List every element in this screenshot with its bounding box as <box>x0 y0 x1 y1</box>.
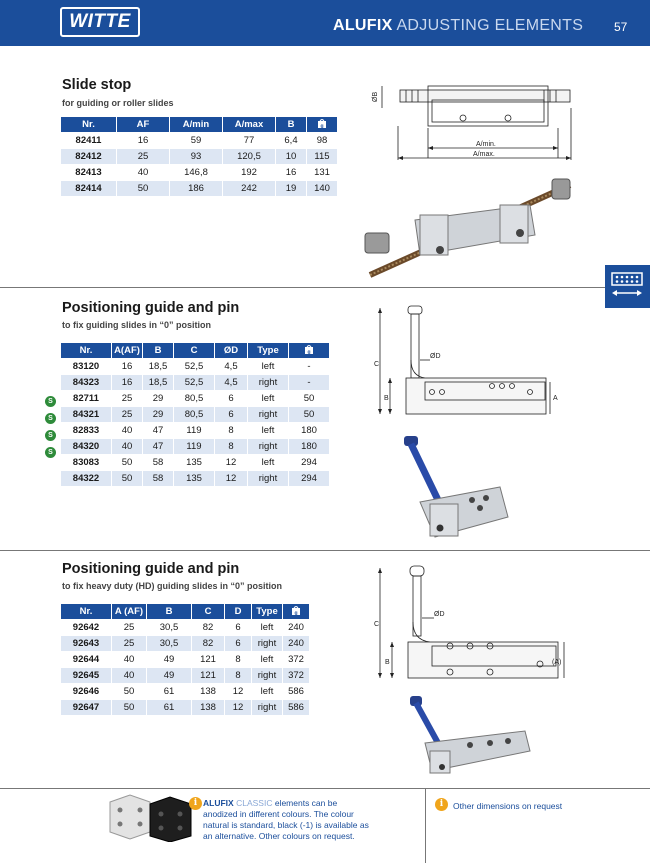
table-cell: left <box>260 622 274 633</box>
table-cell: 240 <box>288 622 304 633</box>
drawing2-label-c: C <box>374 361 380 368</box>
table-cell: 121 <box>200 654 216 665</box>
table-cell: 586 <box>288 686 304 697</box>
table-cell: 40 <box>121 425 133 436</box>
table-cell: 16 <box>121 361 133 372</box>
table-cell: 25 <box>117 149 169 164</box>
table-cell: 16 <box>285 167 297 178</box>
table-cell: 61 <box>147 700 191 715</box>
table-cell: 4,5 <box>215 375 247 390</box>
cubes-photo <box>105 792 195 842</box>
column-header: C <box>192 604 224 619</box>
table-cell: 8 <box>215 439 247 454</box>
table-row <box>61 165 337 180</box>
table-cell: 77 <box>243 135 255 146</box>
footer-divider <box>425 788 426 863</box>
table-cell: 50 <box>112 471 142 486</box>
table-cell: 50 <box>289 407 329 422</box>
table-cell: 82413 <box>75 167 102 178</box>
table-cell: 92646 <box>72 686 100 697</box>
table-cell: 192 <box>241 167 257 178</box>
table-cell: 25 <box>112 636 146 651</box>
table-row <box>61 439 329 454</box>
table-cell: 120,5 <box>223 149 275 164</box>
table-cell: 98 <box>316 135 328 146</box>
hd-positioning-guide-photo <box>400 693 535 783</box>
section-3-subtitle: to fix heavy duty (HD) guiding slides in “0” position <box>62 581 283 591</box>
table-cell: - <box>307 361 311 372</box>
table-cell: 242 <box>223 181 275 196</box>
availability-badge: S <box>45 447 56 458</box>
column-header: Type <box>248 343 288 358</box>
table-cell: 10 <box>276 149 306 164</box>
table-cell: left <box>260 686 274 697</box>
slide-stop-photo <box>360 175 580 285</box>
table-cell: 92642 <box>72 622 100 633</box>
table-cell: 131 <box>314 167 330 178</box>
table-cell: right <box>248 439 288 454</box>
slide-stop-table <box>60 116 338 197</box>
table-cell: 80,5 <box>184 393 204 404</box>
column-header: A (AF) <box>112 604 146 619</box>
table-cell: 49 <box>163 654 175 665</box>
table-cell: 84320 <box>61 439 111 454</box>
column-header: Nr. <box>61 604 111 619</box>
table-cell: 82411 <box>75 135 102 146</box>
table-cell: 294 <box>301 457 317 468</box>
drawing2-label-a: A <box>553 395 558 402</box>
drawing1-label-b: ØB <box>372 91 379 102</box>
availability-badge: S <box>45 430 56 441</box>
table-cell: 135 <box>174 471 214 486</box>
svg-text:g: g <box>320 122 324 129</box>
table-cell: 50 <box>123 686 135 697</box>
table-row <box>61 668 309 683</box>
table-cell: 58 <box>152 457 164 468</box>
dimensions-note: Other dimensions on request <box>453 801 563 811</box>
drawing3-label-c: C <box>374 621 380 628</box>
table-cell: 40 <box>137 167 149 178</box>
section-separator-1 <box>0 287 605 288</box>
grid-plate-icon <box>605 265 650 308</box>
table-cell: 6 <box>228 393 234 404</box>
table-row <box>61 133 337 148</box>
table-cell: 52,5 <box>184 361 204 372</box>
table-cell: left <box>260 654 274 665</box>
catalog-title-rest: ADJUSTING ELEMENTS <box>396 17 584 34</box>
column-header: A/max <box>223 117 275 132</box>
witte-logo: WITTE <box>60 7 140 37</box>
table-cell: 4,5 <box>224 361 238 372</box>
table-cell: 92644 <box>72 654 100 665</box>
column-header: A(AF) <box>112 343 142 358</box>
table-cell: right <box>248 375 288 390</box>
table-cell: 92645 <box>61 668 111 683</box>
table-cell: 82833 <box>72 425 100 436</box>
table-cell: 49 <box>147 668 191 683</box>
table-cell: 121 <box>192 668 224 683</box>
drawing1-label-amin: A/min. <box>476 141 496 148</box>
table-cell: 6 <box>215 407 247 422</box>
table-cell: 180 <box>289 439 329 454</box>
table-cell: 6 <box>235 622 241 633</box>
column-header: B <box>276 117 306 132</box>
table-row <box>61 407 329 422</box>
table-row <box>61 181 337 196</box>
section-2-subtitle: to fix guiding slides in “0” position <box>62 320 212 330</box>
column-header: Nr. <box>61 343 111 358</box>
info-icon: i <box>189 797 202 810</box>
table-cell: 6,4 <box>284 135 298 146</box>
table-cell: 8 <box>225 668 251 683</box>
table-cell: 8 <box>235 654 241 665</box>
table-cell: 82412 <box>61 149 116 164</box>
table-row <box>61 636 309 651</box>
table-cell: 140 <box>307 181 337 196</box>
table-cell: 586 <box>283 700 309 715</box>
table-cell: 138 <box>200 686 216 697</box>
table-cell: 25 <box>121 393 133 404</box>
table-cell: 58 <box>143 471 173 486</box>
table-cell: right <box>252 700 282 715</box>
table-cell: 84323 <box>61 375 111 390</box>
column-header: Type <box>252 604 282 619</box>
table-cell: 186 <box>170 181 222 196</box>
drawing2-label-d: ØD <box>430 353 441 360</box>
table-cell: 119 <box>174 439 214 454</box>
drawing3-label-d: ØD <box>434 611 445 618</box>
catalog-title-brand: ALUFIX <box>333 17 393 34</box>
weight-icon <box>291 605 301 616</box>
table-cell: 30,5 <box>159 622 179 633</box>
positioning-guide-drawing <box>370 300 560 430</box>
table-cell: right <box>252 668 282 683</box>
section-2-title: Positioning guide and pin <box>62 300 240 316</box>
catalog-title <box>333 17 583 35</box>
table-cell: 47 <box>143 439 173 454</box>
table-cell: right <box>252 636 282 651</box>
table-cell: 40 <box>112 668 146 683</box>
svg-text:g: g <box>294 609 298 616</box>
table-cell: 47 <box>152 425 164 436</box>
availability-badge: S <box>45 413 56 424</box>
section-1-subtitle: for guiding or roller slides <box>62 98 174 108</box>
table-cell: 84321 <box>61 407 111 422</box>
table-cell: 12 <box>232 686 244 697</box>
table-cell: - <box>289 375 329 390</box>
table-cell: 19 <box>276 181 306 196</box>
footer-separator <box>0 788 650 789</box>
table-cell: 119 <box>186 425 202 436</box>
hd-positioning-guide-table <box>60 603 310 716</box>
column-header: A/min <box>170 117 222 132</box>
table-cell: 146,8 <box>184 167 208 178</box>
table-row <box>61 359 329 374</box>
table-cell: 8 <box>228 425 234 436</box>
table-cell: 16 <box>137 135 149 146</box>
table-row <box>61 620 309 635</box>
side-tab[interactable] <box>605 265 650 308</box>
weight-icon <box>317 118 327 129</box>
drawing1-label-amax: A/max. <box>473 151 495 158</box>
column-header: B <box>143 343 173 358</box>
table-cell: right <box>248 407 288 422</box>
section-separator-2 <box>0 550 650 551</box>
table-cell: right <box>248 471 288 486</box>
table-cell: 82 <box>202 622 214 633</box>
table-cell: 50 <box>303 393 315 404</box>
table-cell: left <box>261 361 275 372</box>
table-row <box>61 149 337 164</box>
anodized-note-text: elements can be anodized in different colours. The colour natural is standard, black (-1) is available as an alternative. Other colours on request. <box>203 798 369 841</box>
table-cell: 40 <box>123 654 135 665</box>
section-1-title: Slide stop <box>62 77 132 93</box>
column-header: D <box>225 604 251 619</box>
table-cell: 40 <box>112 439 142 454</box>
anodized-note-brand: ALUFIX <box>203 798 234 808</box>
table-cell: 115 <box>307 149 337 164</box>
table-cell: 294 <box>289 471 329 486</box>
table-cell: left <box>261 425 275 436</box>
table-row <box>61 471 329 486</box>
table-cell: 82 <box>192 636 224 651</box>
table-cell: left <box>261 457 275 468</box>
table-cell: 50 <box>112 700 146 715</box>
slide-stop-drawing <box>368 78 578 168</box>
table-cell: 84322 <box>61 471 111 486</box>
table-cell: 25 <box>123 622 135 633</box>
table-row <box>61 652 309 667</box>
table-cell: 18,5 <box>148 361 168 372</box>
availability-badge: S <box>45 396 56 407</box>
table-cell: 83083 <box>72 457 100 468</box>
table-cell: 82414 <box>61 181 116 196</box>
anodized-note <box>203 798 373 842</box>
table-row <box>61 391 329 406</box>
table-cell: 50 <box>121 457 133 468</box>
column-header <box>283 604 309 619</box>
table-cell: 83120 <box>72 361 100 372</box>
table-cell: 92647 <box>61 700 111 715</box>
section-3-title: Positioning guide and pin <box>62 561 240 577</box>
table-row <box>61 684 309 699</box>
table-row <box>61 455 329 470</box>
table-cell: 30,5 <box>147 636 191 651</box>
table-cell: 138 <box>192 700 224 715</box>
drawing3-label-b: B <box>385 659 390 666</box>
table-cell: 372 <box>283 668 309 683</box>
svg-text:g: g <box>307 348 311 355</box>
weight-icon <box>304 344 314 355</box>
table-cell: 12 <box>225 700 251 715</box>
column-header: ØD <box>215 343 247 358</box>
table-row <box>61 375 329 390</box>
table-cell: 25 <box>112 407 142 422</box>
table-cell: 18,5 <box>143 375 173 390</box>
table-cell: 240 <box>283 636 309 651</box>
column-header: C <box>174 343 214 358</box>
table-cell: left <box>261 393 275 404</box>
info-icon: i <box>435 798 448 811</box>
table-cell: 135 <box>186 457 202 468</box>
column-header: Nr. <box>61 117 116 132</box>
drawing2-label-b: B <box>384 395 389 402</box>
table-cell: 16 <box>112 375 142 390</box>
positioning-guide-table <box>60 342 330 487</box>
drawing3-label-a: (A) <box>552 659 562 666</box>
table-cell: 50 <box>117 181 169 196</box>
table-cell: 82711 <box>73 393 99 404</box>
table-cell: 80,5 <box>174 407 214 422</box>
table-cell: 93 <box>170 149 222 164</box>
table-cell: 92643 <box>61 636 111 651</box>
table-cell: 61 <box>163 686 175 697</box>
hd-positioning-guide-drawing <box>372 560 572 690</box>
column-header: AF <box>117 117 169 132</box>
positioning-guide-photo <box>390 432 530 547</box>
column-header: B <box>147 604 191 619</box>
table-cell: 59 <box>190 135 202 146</box>
table-cell: 180 <box>301 425 317 436</box>
table-cell: 12 <box>215 471 247 486</box>
page-header <box>0 0 650 46</box>
table-cell: 29 <box>143 407 173 422</box>
table-row <box>61 423 329 438</box>
column-header <box>307 117 337 132</box>
anodized-note-classic: CLASSIC <box>236 798 273 808</box>
table-cell: 372 <box>288 654 304 665</box>
table-row <box>61 700 309 715</box>
table-cell: 6 <box>225 636 251 651</box>
table-cell: 12 <box>225 457 237 468</box>
page-number: 57 <box>614 20 628 34</box>
table-cell: 29 <box>152 393 164 404</box>
table-cell: 52,5 <box>174 375 214 390</box>
column-header <box>289 343 329 358</box>
